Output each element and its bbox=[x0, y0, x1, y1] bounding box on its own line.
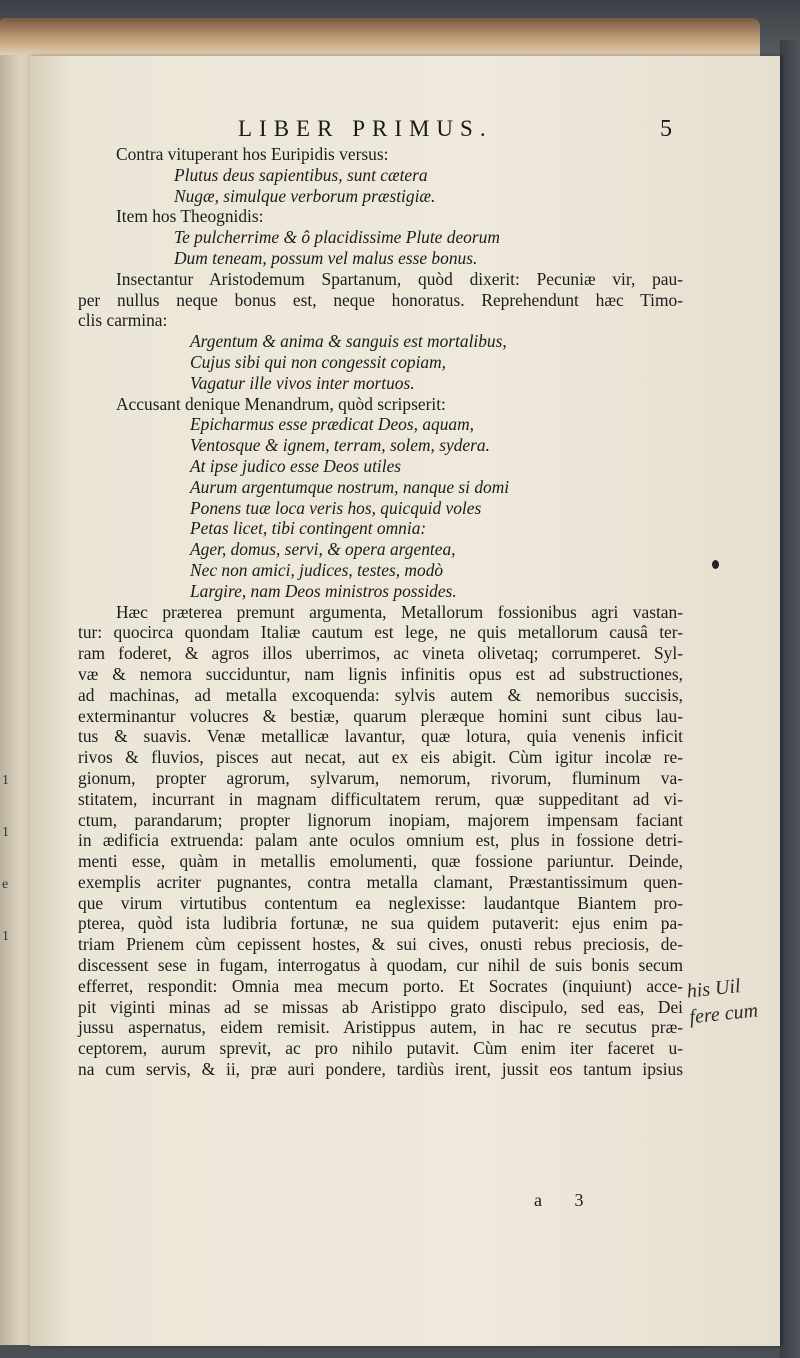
left-mark: e bbox=[2, 877, 9, 892]
text-line: Epicharmus esse prædicat Deos, aquam, bbox=[190, 414, 475, 435]
text-line: rivos & fluvios, pisces aut necat, aut ex eis abigit. Cùm igitur incolæ re- bbox=[78, 747, 683, 768]
text-line: Ager, domus, servi, & opera argentea, bbox=[190, 539, 456, 560]
text-line: jussu aspernatus, eidem remisit. Aristippus autem, in hac re secutus præ- bbox=[78, 1017, 683, 1038]
text-line: Ponens tuæ loca veris hos, quicquid voles bbox=[190, 497, 482, 518]
text-line: que virum virtutibus contentum ea neglexisse: laudantque Biantem pro- bbox=[78, 892, 683, 913]
left-page-edge bbox=[0, 55, 34, 1345]
left-page-marks bbox=[2, 755, 22, 963]
text-line: Contra vituperant hos Euripidis versus: bbox=[116, 144, 389, 164]
text-line: Nec non amici, judices, testes, modò bbox=[190, 559, 444, 580]
signature-mark: a 3 bbox=[534, 1190, 598, 1210]
text-line: Aurum argentumque nostrum, nanque si domi bbox=[190, 476, 510, 497]
background-right bbox=[780, 40, 800, 1358]
text-line: Dum teneam, possum vel malus esse bonus. bbox=[174, 247, 478, 268]
body-text bbox=[78, 144, 683, 1080]
left-mark: 1 bbox=[2, 825, 9, 840]
text-line: Hæc præterea premunt argumenta, Metallorum fossionibus agri vastan- bbox=[116, 601, 683, 622]
margin-note-line: fere cum bbox=[688, 999, 759, 1029]
text-line: in ædificia extruenda: palam ante oculos omnium est, plus in fossione detri- bbox=[78, 830, 683, 851]
handwritten-margin-note bbox=[685, 972, 759, 1031]
text-line: Accusant denique Menandrum, quòd scripserit: bbox=[116, 393, 446, 414]
text-line: At ipse judico esse Deos utiles bbox=[190, 455, 402, 476]
text-line: Largire, nam Deos ministros possides. bbox=[190, 580, 457, 601]
text-line: discessent sese in fugam, interrogatus à quodam, cur nihil de suis bonis secum bbox=[78, 955, 683, 976]
text-line: tur: quocirca quondam Italiæ cautum est lege, ne quis metallorum causâ ter- bbox=[78, 622, 683, 643]
text-line: Argentum & anima & sanguis est mortalibus, bbox=[190, 331, 507, 352]
left-mark: 1 bbox=[2, 929, 9, 944]
text-line: Cujus sibi qui non congessit copiam, bbox=[190, 351, 447, 372]
text-line: Petas licet, tibi contingent omnia: bbox=[190, 518, 427, 539]
text-line: ad machinas, ad metalla excoquenda: sylvis autem & nemoribus succisis, bbox=[78, 684, 683, 705]
running-header: LIBER PRIMUS. bbox=[238, 116, 493, 141]
text-line: pit viginti minas ad se missas ab Aristippo grato discipulo, sed eas, Dei bbox=[78, 996, 683, 1017]
text-line: pterea, quòd ista ludibria fortunæ, ne sua quidem putaverit: ejus enim pa- bbox=[78, 913, 683, 934]
text-line: Plutus deus sapientibus, sunt cætera bbox=[174, 164, 428, 185]
text-line: efferret, respondit: Omnia mea mecum porto. Et Socrates (inquiunt) acce- bbox=[78, 975, 683, 996]
left-mark: 1 bbox=[2, 773, 9, 788]
text-line: Nugæ, simulque verborum præstigiæ. bbox=[174, 185, 436, 206]
text-line: ctum, parandarum; propter lignorum inopiam, majorem impensam faciant bbox=[78, 809, 683, 830]
text-line: væ & nemora succiduntur, nam lignis infinitis opus est ad substructiones, bbox=[78, 663, 683, 684]
page-number: 5 bbox=[660, 116, 672, 142]
text-line: per nullus neque bonus est, neque honoratus. Reprehendunt hæc Timo- bbox=[78, 289, 683, 310]
text-line: triam Prienem cùm cepissent hostes, & sui cives, onusti rebus preciosis, de- bbox=[78, 934, 683, 955]
text-line: na cum servis, & ii, præ auri pondere, tardiùs irent, jussit eos tantum ipsius bbox=[78, 1059, 683, 1080]
text-line: exemplis acriter pugnantes, contra metalla clamant, Præstantissimum quen- bbox=[78, 871, 683, 892]
text-line: ceptorem, aurum sprevit, ac pro nihilo putavit. Cùm enim iter faceret u- bbox=[78, 1038, 683, 1059]
text-line: gionum, propter agrorum, sylvarum, nemorum, rivorum, fluminum va- bbox=[78, 767, 683, 788]
ink-dot bbox=[712, 560, 719, 569]
text-line: menti esse, quàm in metallis emolumenti, quæ fossione pariuntur. Deinde, bbox=[78, 851, 683, 872]
text-line: Insectantur Aristodemum Spartanum, quòd dixerit: Pecuniæ vir, pau- bbox=[116, 268, 683, 289]
text-line: Te pulcherrime & ô placidissime Plute deorum bbox=[174, 227, 500, 248]
text-line: stitatem, incurrant in magnam difficultatem rerum, quæ suppeditant ad vi- bbox=[78, 788, 683, 809]
text-line: Item hos Theognidis: bbox=[116, 206, 264, 227]
text-line: tus & suavis. Venæ metallicæ lavantur, quæ lotura, quia venenis inficit bbox=[78, 726, 683, 747]
text-line: Ventosque & ignem, terram, solem, sydera. bbox=[190, 435, 490, 456]
text-line: clis carmina: bbox=[78, 310, 168, 331]
book-top-edge bbox=[0, 18, 760, 58]
margin-note-line: his Uil bbox=[685, 975, 742, 1003]
text-line: exterminantur volucres & bestiæ, quarum pleræque homini sunt cibus lau- bbox=[78, 705, 683, 726]
text-line: ram foderet, & agros illos uberrimos, ac vineta olivetaq; corrumperet. Syl- bbox=[78, 643, 683, 664]
text-line: Vagatur ille vivos inter mortuos. bbox=[190, 372, 415, 393]
